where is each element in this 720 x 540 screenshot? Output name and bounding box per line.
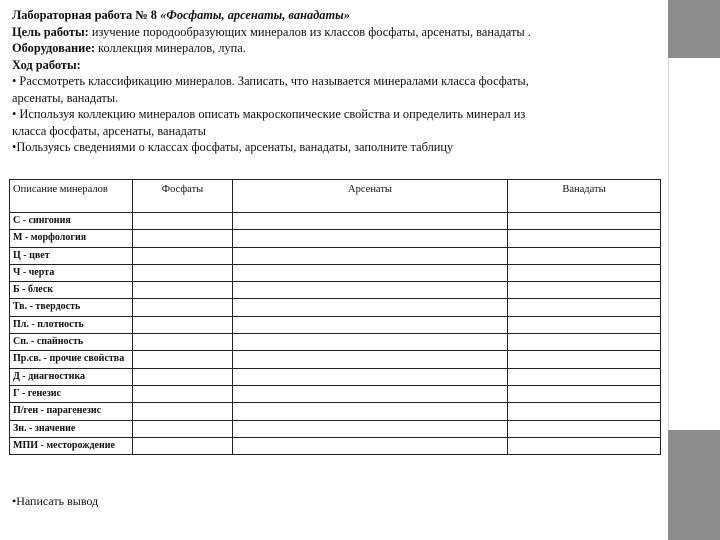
side-panel-bottom-block <box>668 430 720 540</box>
title-prefix: Лабораторная работа № 8 <box>12 8 161 22</box>
table-cell[interactable] <box>508 385 661 402</box>
row-label: Сп. - спайность <box>10 334 133 351</box>
table-cell[interactable] <box>133 437 233 454</box>
minerals-table <box>9 179 661 455</box>
row-label: Д - диагностика <box>10 368 133 385</box>
table-cell[interactable] <box>133 368 233 385</box>
table-row <box>10 316 661 333</box>
row-label: Зн. - значение <box>10 420 133 437</box>
row-label: П/ген - парагенезис <box>10 403 133 420</box>
header-phosphates: Фосфаты <box>133 180 233 213</box>
table-cell[interactable] <box>133 316 233 333</box>
row-label: Пл. - плотность <box>10 316 133 333</box>
table-cell[interactable] <box>508 316 661 333</box>
table-cell[interactable] <box>233 264 508 281</box>
row-label: С - сингония <box>10 213 133 230</box>
equipment-line <box>12 40 662 57</box>
table-row <box>10 213 661 230</box>
step1-line1: • Рассмотреть классификацию минералов. Записать, что называется минералами класса фосфаты, <box>12 74 529 88</box>
table-cell[interactable] <box>233 437 508 454</box>
document-header <box>12 7 662 156</box>
table-row <box>10 264 661 281</box>
table-cell[interactable] <box>508 437 661 454</box>
table-cell[interactable] <box>233 299 508 316</box>
title-topic: «Фосфаты, арсенаты, ванадаты» <box>160 8 350 22</box>
table-cell[interactable] <box>133 420 233 437</box>
row-label: М - морфология <box>10 230 133 247</box>
equipment-text: коллекция минералов, лупа. <box>94 41 246 55</box>
progress-label: Ход работы: <box>12 57 81 72</box>
header-vanadates: Ванадаты <box>508 180 661 213</box>
table-cell[interactable] <box>508 334 661 351</box>
table-cell[interactable] <box>508 403 661 420</box>
step2-line1: • Используя коллекцию минералов описать макроскопические свойства и определить минерал из <box>12 107 526 121</box>
table-cell[interactable] <box>508 368 661 385</box>
step2-line2: класса фосфаты, арсенаты, ванадаты <box>12 123 206 138</box>
table-cell[interactable] <box>233 282 508 299</box>
equipment-label: Оборудование: <box>12 41 95 55</box>
table-cell[interactable] <box>233 403 508 420</box>
side-panel <box>668 0 720 540</box>
table-cell[interactable] <box>508 213 661 230</box>
table-cell[interactable] <box>508 264 661 281</box>
title-line <box>12 7 662 24</box>
table-cell[interactable] <box>133 282 233 299</box>
row-label: Ч - черта <box>10 264 133 281</box>
table-row <box>10 403 661 420</box>
table-cell[interactable] <box>133 351 233 368</box>
table-row <box>10 351 661 368</box>
table-cell[interactable] <box>233 351 508 368</box>
table-row <box>10 230 661 247</box>
header-description: Описание минералов <box>10 180 133 213</box>
table-cell[interactable] <box>233 213 508 230</box>
header-arsenates: Арсенаты <box>233 180 508 213</box>
table-row <box>10 437 661 454</box>
table-cell[interactable] <box>508 282 661 299</box>
table-cell[interactable] <box>508 247 661 264</box>
table-cell[interactable] <box>133 403 233 420</box>
table-cell[interactable] <box>233 316 508 333</box>
table-cell[interactable] <box>133 334 233 351</box>
table-cell[interactable] <box>233 385 508 402</box>
goal-text: изучение породообразующих минералов из классов фосфаты, арсенаты, ванадаты . <box>88 24 531 39</box>
table-cell[interactable] <box>133 213 233 230</box>
table-header-row <box>10 180 661 213</box>
table-cell[interactable] <box>233 368 508 385</box>
table-cell[interactable] <box>233 230 508 247</box>
table-row <box>10 282 661 299</box>
table-row <box>10 385 661 402</box>
table-row <box>10 247 661 264</box>
conclusion-instruction: •Написать вывод <box>12 494 99 508</box>
table-cell[interactable] <box>233 334 508 351</box>
row-label: Пр.св. - прочие свойства <box>10 351 133 368</box>
table-cell[interactable] <box>508 299 661 316</box>
table-cell[interactable] <box>233 420 508 437</box>
table-cell[interactable] <box>508 351 661 368</box>
side-panel-top-block <box>668 0 720 58</box>
table-row <box>10 420 661 437</box>
row-label: Г - генезис <box>10 385 133 402</box>
table-row <box>10 299 661 316</box>
table-cell[interactable] <box>133 230 233 247</box>
table-cell[interactable] <box>508 420 661 437</box>
row-label: МПИ - месторождение <box>10 437 133 454</box>
table-cell[interactable] <box>133 299 233 316</box>
table-row <box>10 368 661 385</box>
table-cell[interactable] <box>233 247 508 264</box>
step3-line: •Пользуясь сведениями о классах фосфаты, арсенаты, ванадаты, заполните таблицу <box>12 140 454 154</box>
row-label: Б - блеск <box>10 282 133 299</box>
goal-label: Цель работы: <box>12 24 89 39</box>
table-row <box>10 334 661 351</box>
row-label: Ц - цвет <box>10 247 133 264</box>
table-cell[interactable] <box>133 247 233 264</box>
step1-line2: арсенаты, ванадаты. <box>12 90 119 105</box>
table-cell[interactable] <box>133 264 233 281</box>
goal-line <box>12 24 662 41</box>
table-cell[interactable] <box>508 230 661 247</box>
row-label: Тв. - твердость <box>10 299 133 316</box>
table-cell[interactable] <box>133 385 233 402</box>
